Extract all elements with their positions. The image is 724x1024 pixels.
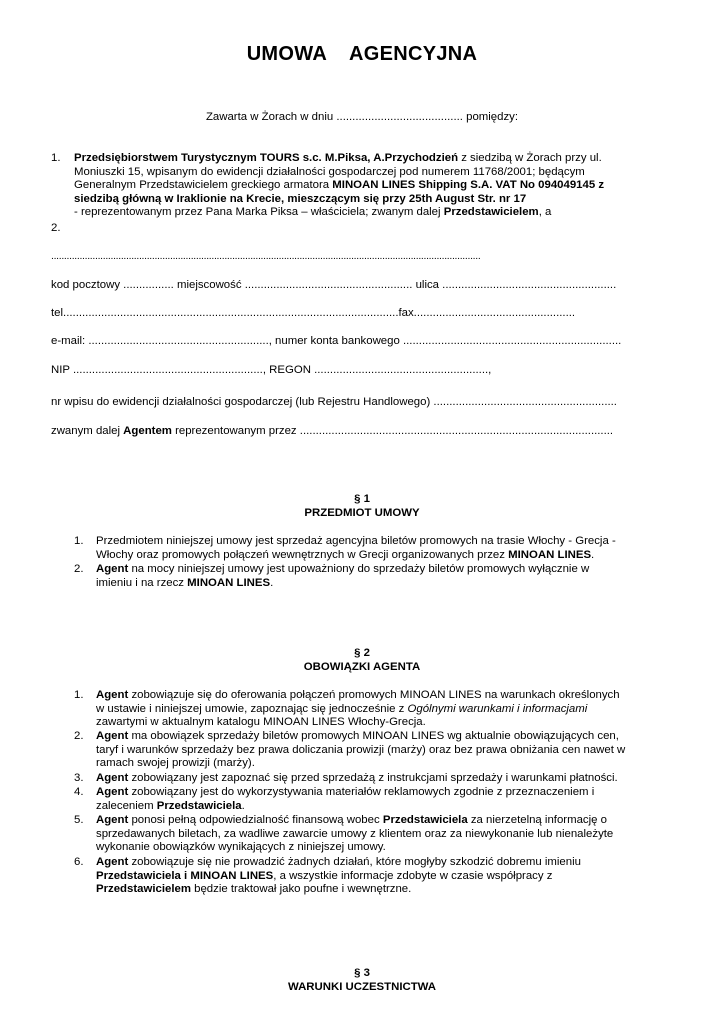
s2-item-6-line: zobowiązuje się nie prowadzić żadnych działań, które mogłyby szkodzić dobremu imieniu: [128, 856, 581, 868]
s1-item-2-line: imieniu i na rzecz: [96, 576, 188, 589]
company-name: Przedsiębiorstwem Turystycznym TOURS s.c. M.Piksa, A.Przychodzień: [74, 152, 459, 164]
blank-line[interactable]: ......................................................................................................................................................................: [51, 251, 481, 262]
s2-item-2-line: ma obowiązek sprzedaży biletów promowych MINOAN LINES wg aktualnie obowiązujących cen,: [128, 730, 619, 742]
s2-item-5-line: ponosi pełną odpowiedzialność finansową wobec: [128, 814, 383, 826]
section-2-sign: § 2: [354, 647, 370, 659]
nip-regon-field[interactable]: NIP ............................................................, REGON .......................................................,: [51, 364, 492, 376]
intro-line: Zawarta w Żorach w dniu ........................................ pomiędzy:: [205, 111, 519, 123]
s2-item-5-line: wykonanie obowiązków wynikających z niniejszej umowy.: [96, 841, 386, 854]
s2-item-6-line: , a wszystkie informacje zdobyte w czasie współpracy z: [273, 869, 553, 882]
party-1-text: Generalnym Przedstawicielem greckiego armatora: [74, 179, 333, 192]
s2-item-4: [96, 786, 594, 813]
s2-item-1: [96, 689, 620, 730]
agent-term: Agent: [96, 772, 129, 784]
minoan-lines: MINOAN LINES: [187, 576, 271, 589]
s1-item-2: [96, 563, 589, 590]
s2-item-2-line: taryf i warunków sprzedaży bez prawa doliczania prowizji (marży) oraz bez prawa obniżania cen nawet w: [96, 743, 626, 756]
minoan-lines: MINOAN LINES: [508, 548, 592, 561]
s2-item-5: [96, 814, 613, 855]
agent-text: zwanym dalej: [51, 425, 124, 437]
agent-term: Agent: [96, 730, 129, 742]
agent-term: Agentem: [123, 425, 172, 437]
s2-item-1-number: 1.: [74, 689, 84, 701]
agent-term: Agent: [96, 856, 129, 868]
section-3-sign: § 3: [354, 967, 370, 979]
email-account-field[interactable]: e-mail: ........................................................., numer konta bankowego .....................................................................: [51, 335, 622, 347]
party-1-text: - reprezentowanym przez Pana Marka Piksa – właściciela; zwanym dalej: [74, 206, 444, 219]
s2-item-6-line: będzie traktował jako poufne i wewnętrzne.: [190, 883, 412, 896]
party-1-text: z siedzibą w Żorach przy ul.: [458, 152, 602, 164]
agent-term: Agent: [96, 786, 129, 798]
document-title: UMOWA AGENCYJNA: [246, 43, 478, 65]
representative-term: Przedstawicielem: [443, 206, 539, 219]
s2-item-4-number: 4.: [74, 786, 84, 798]
s2-item-5-line: za nierzetelną informację o: [467, 814, 607, 826]
s1-item-2-number: 2.: [74, 563, 84, 575]
section-1-sign: § 1: [354, 493, 370, 505]
s1-item-2-end: .: [270, 576, 274, 589]
armator-name: MINOAN LINES Shipping S.A. VAT No 094049145 z: [332, 179, 605, 192]
representative-term: Przedstawiciela i MINOAN LINES: [96, 869, 274, 882]
s2-item-1-line: zobowiązuje się do oferowania połączeń promowych MINOAN LINES na warunkach określonych: [128, 689, 620, 701]
s2-item-1-line: w ustawie i niniejszej umowie, zapoznając się jednocześnie z: [96, 702, 408, 715]
representative-term: Przedstawiciela: [156, 799, 242, 812]
s1-item-1-line: Przedmiotem niniejszej umowy jest sprzedaż agencyjna biletów promowych na trasie Włochy - Grecja -: [96, 535, 616, 547]
section-1-heading: PRZEDMIOT UMOWY: [304, 507, 420, 519]
s2-item-3-number: 3.: [74, 772, 84, 784]
party-1-text: Moniuszki 15, wpisanym do ewidencji działalności gospodarczej pod numerem 11768/2001; będącym: [74, 165, 585, 178]
s1-item-1: [96, 535, 616, 562]
s2-item-2: [96, 730, 625, 771]
s1-item-1-number: 1.: [74, 535, 84, 547]
party-1-number: 1.: [51, 152, 61, 164]
s2-item-3: [96, 772, 618, 786]
s2-item-5-number: 5.: [74, 814, 84, 826]
general-terms-ref: Ogólnymi warunkami i informacjami: [407, 702, 588, 715]
party-1-block: [74, 152, 674, 220]
agent-representative-field[interactable]: [51, 425, 613, 437]
s2-item-6: [96, 856, 581, 897]
s2-item-3-line: zobowiązany jest zapoznać się przed sprzedażą z instrukcjami sprzedaży i warunkami płatności.: [128, 772, 618, 784]
armator-address: siedzibą główną w Iraklionie na Krecie, mieszczącym się przy 25th August Str. nr 17: [74, 192, 527, 205]
s2-item-4-line: zaleceniem: [96, 799, 157, 812]
tel-fax-field[interactable]: tel..........................................................................................................fax...................................................: [51, 307, 576, 319]
register-number-field[interactable]: nr wpisu do ewidencji działalności gospodarczej (lub Rejestru Handlowego) ..........................................................: [51, 396, 617, 408]
s2-item-2-number: 2.: [74, 730, 84, 742]
representative-term: Przedstawiciela: [382, 814, 468, 826]
s2-item-4-line: zobowiązany jest do wykorzystywania materiałów reklamowych zgodnie z przeznaczeniem i: [128, 786, 595, 798]
representative-term: Przedstawicielem: [96, 883, 191, 896]
section-2-heading: OBOWIĄZKI AGENTA: [303, 661, 421, 673]
agent-text: reprezentowanym przez ...................................................................................................: [171, 425, 614, 437]
s2-item-4-end: .: [241, 799, 245, 812]
agent-term: Agent: [96, 563, 129, 575]
postcode-city-street-field[interactable]: kod pocztowy ................ miejscowość ..................................................... ulica .......................................................: [51, 279, 617, 291]
s2-item-5-line: sprzedawanych biletach, za wadliwe zawarcie umowy z klientem oraz za niewykonanie lub nienależyte: [96, 827, 614, 840]
s2-item-2-line: ramach swojej prowizji (marży).: [96, 757, 255, 770]
section-3-heading: WARUNKI UCZESTNICTWA: [287, 981, 437, 993]
agent-term: Agent: [96, 814, 129, 826]
s1-item-1-line: Włochy oraz promowych połączeń wewnętrznych w Grecji organizowanych przez: [96, 548, 509, 561]
s1-item-1-end: .: [591, 548, 595, 561]
agent-term: Agent: [96, 689, 129, 701]
s2-item-1-line: zawartymi w aktualnym katalogu MINOAN LINES Włochy-Grecja.: [96, 716, 426, 729]
party-2-number: 2.: [51, 222, 61, 234]
s2-item-6-number: 6.: [74, 856, 84, 868]
party-1-text: , a: [538, 206, 552, 219]
s1-item-2-line: na mocy niniejszej umowy jest upoważniony do sprzedaży biletów promowych wyłącznie w: [128, 563, 590, 575]
